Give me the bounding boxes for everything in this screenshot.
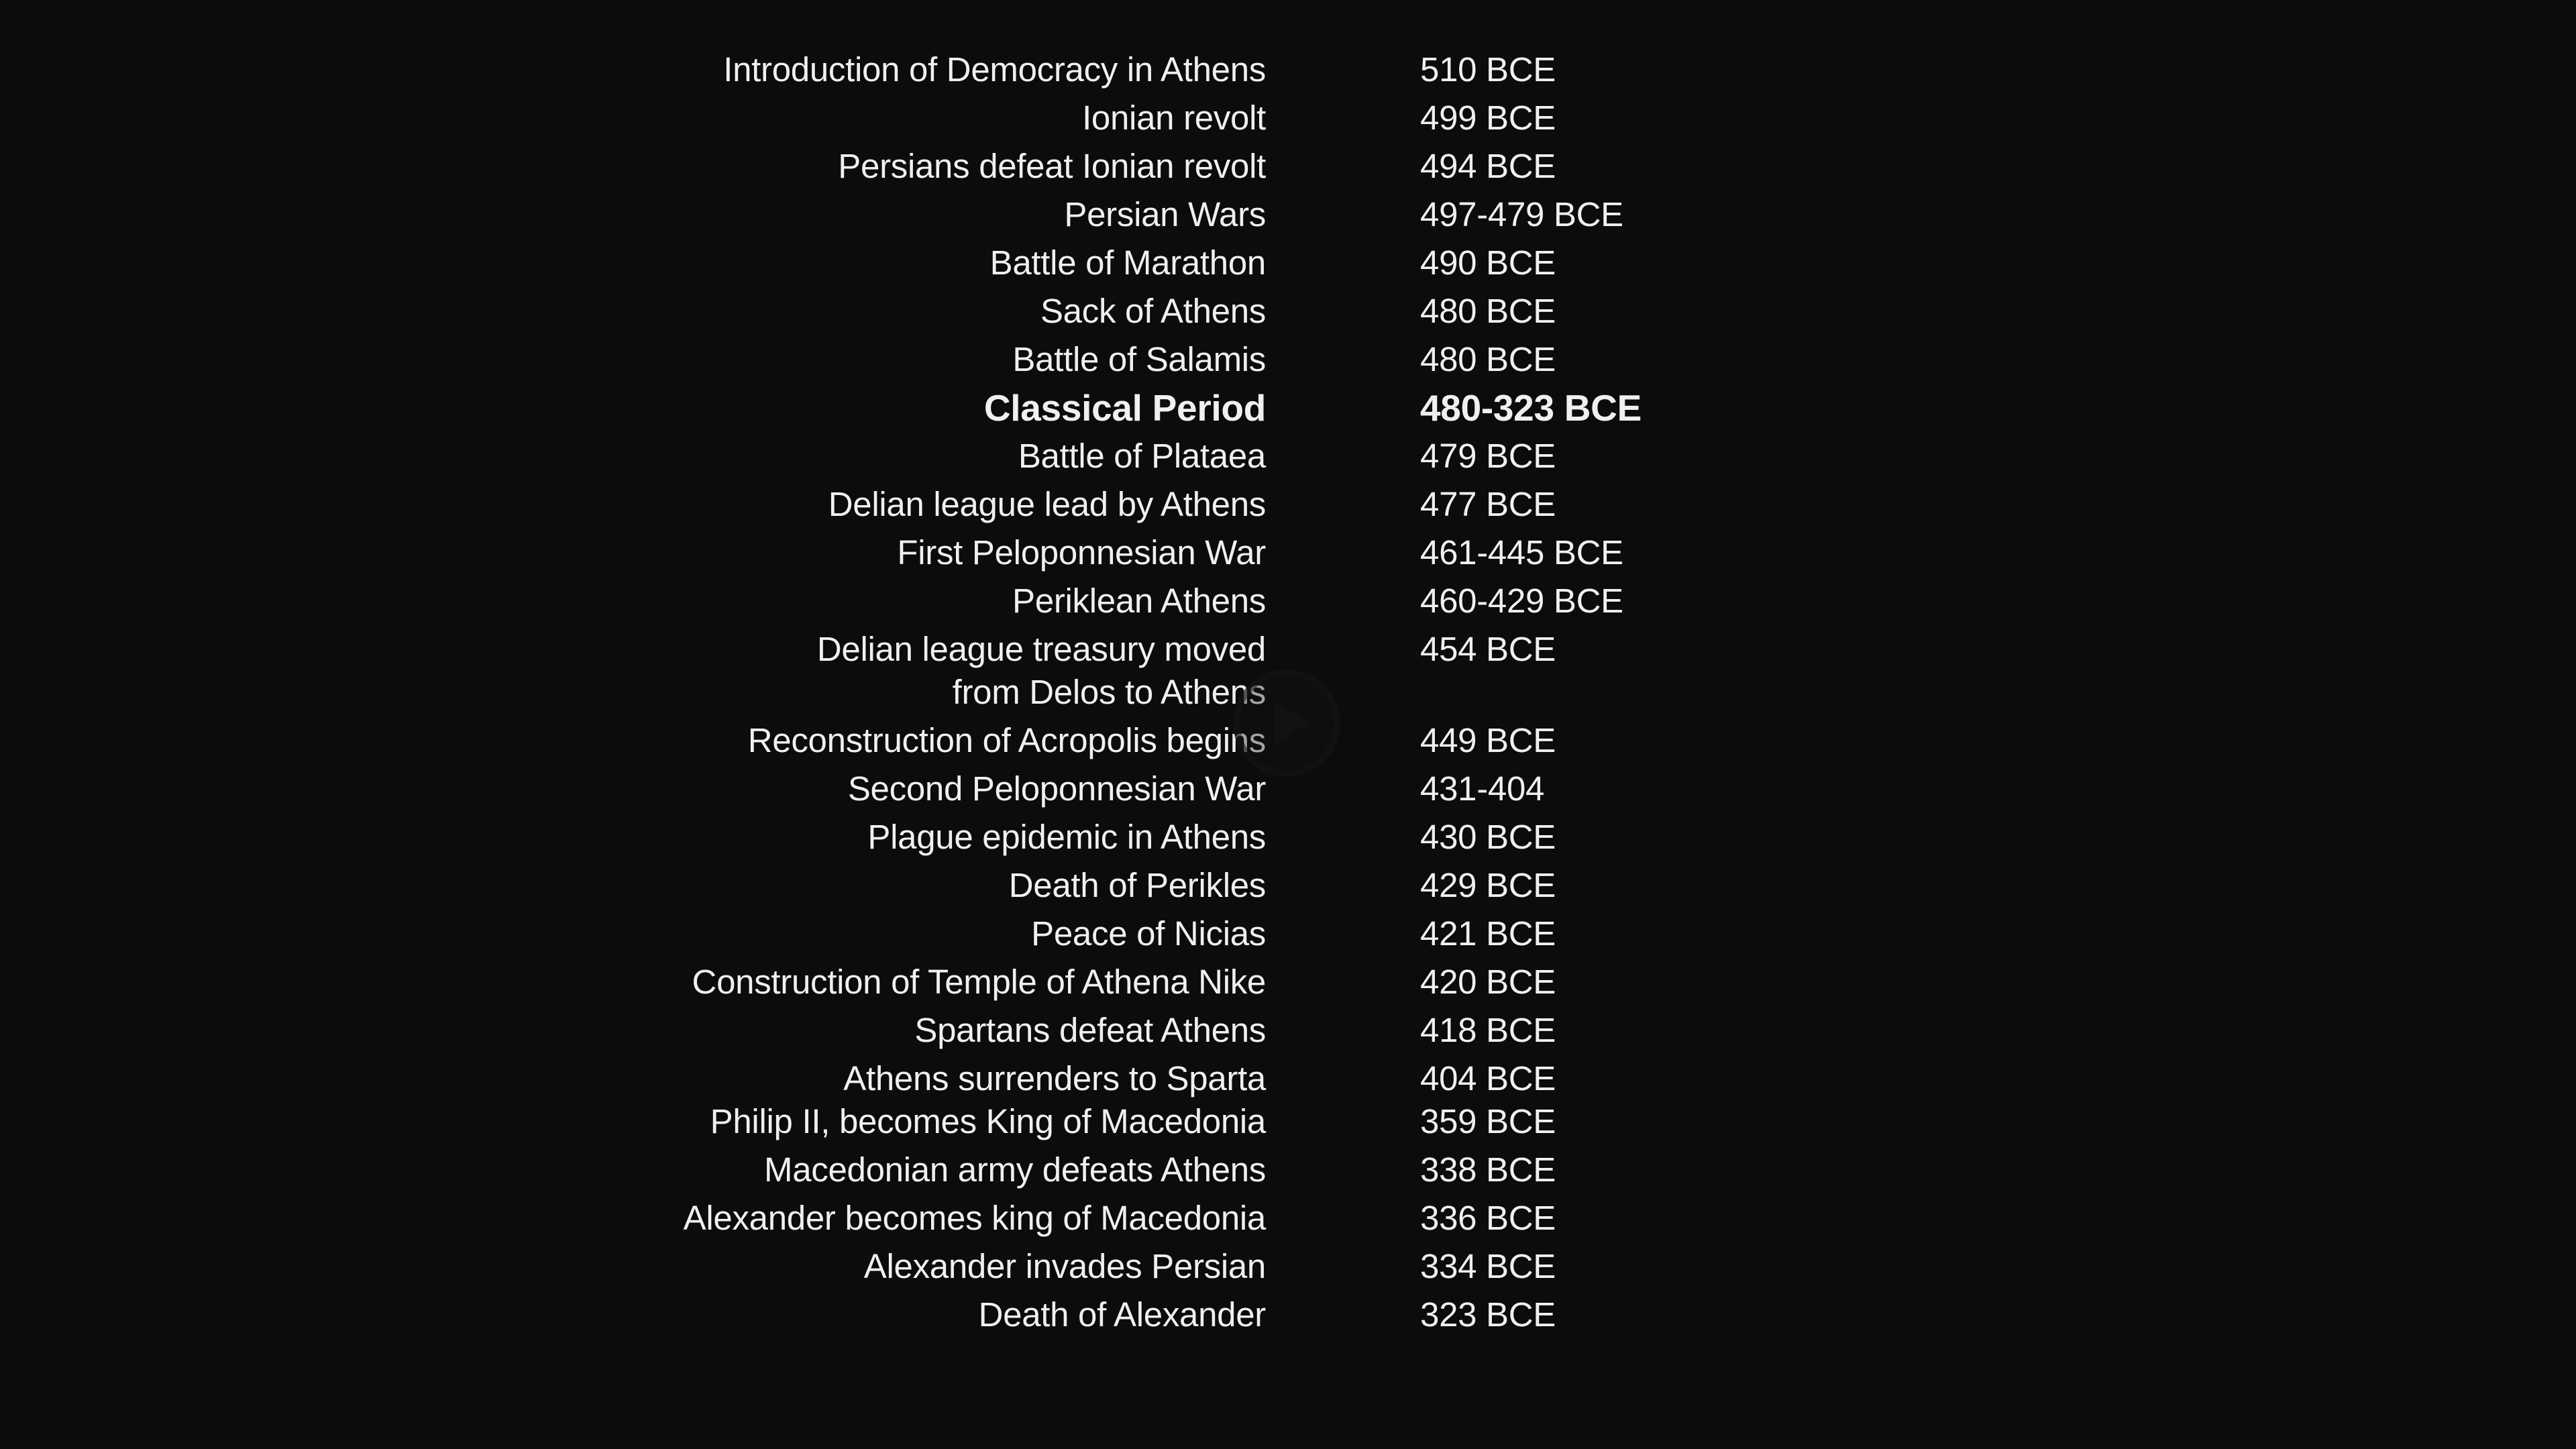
event-date: 480 BCE <box>1420 292 1556 330</box>
event-label <box>843 1057 1266 1100</box>
timeline-row <box>0 816 2576 864</box>
event-date: 480-323 BCE <box>1420 387 1642 429</box>
timeline-row <box>0 483 2576 531</box>
timeline-row <box>0 580 2576 628</box>
event-label <box>1064 193 1266 236</box>
event-date: 336 BCE <box>1420 1199 1556 1237</box>
event-label-line: Second Peloponnesian War <box>847 769 1266 808</box>
event-label-line: from Delos to Athens <box>952 673 1266 711</box>
event-label <box>828 483 1266 526</box>
play-icon <box>1240 676 1334 770</box>
event-label <box>990 241 1266 284</box>
timeline-row <box>0 1197 2576 1245</box>
timeline-row <box>0 912 2576 961</box>
event-label <box>867 816 1266 859</box>
event-label-line: Alexander becomes king of Macedonia <box>683 1199 1266 1237</box>
timeline-row <box>0 1009 2576 1057</box>
timeline-row <box>0 531 2576 580</box>
event-label-line: Battle of Marathon <box>989 244 1266 282</box>
event-label <box>1009 864 1266 907</box>
event-label-line: Battle of Salamis <box>1012 340 1266 378</box>
event-date: 429 BCE <box>1420 866 1556 904</box>
event-label <box>1012 580 1266 623</box>
event-label-line: Delian league lead by Athens <box>828 485 1266 523</box>
event-label <box>692 961 1266 1004</box>
event-label <box>1012 338 1266 381</box>
event-label <box>848 767 1266 810</box>
timeline-row-highlight <box>0 386 2576 435</box>
event-label-line: Reconstruction of Acropolis begins <box>747 721 1266 759</box>
event-label <box>748 719 1266 762</box>
timeline-row <box>0 1148 2576 1197</box>
event-label-line: Periklean Athens <box>1012 582 1266 620</box>
event-date: 454 BCE <box>1420 630 1556 668</box>
event-date: 359 BCE <box>1420 1102 1556 1140</box>
event-date: 404 BCE <box>1420 1059 1556 1097</box>
event-label-line: Introduction of Democracy in Athens <box>723 50 1266 89</box>
event-label-line: Plague epidemic in Athens <box>867 818 1266 856</box>
event-label-line: Athens surrenders to Sparta <box>843 1059 1266 1097</box>
event-label-line: Philip II, becomes King of Macedonia <box>710 1102 1266 1140</box>
play-button[interactable] <box>1233 669 1340 777</box>
event-label-line: Classical Period <box>983 387 1266 429</box>
event-date: 494 BCE <box>1420 147 1556 185</box>
event-date: 431-404 <box>1420 769 1545 808</box>
event-label <box>684 1197 1266 1240</box>
event-label <box>897 531 1266 574</box>
timeline-row <box>0 290 2576 338</box>
event-date: 338 BCE <box>1420 1150 1556 1189</box>
timeline-row <box>0 1245 2576 1293</box>
event-date: 461-445 BCE <box>1420 533 1623 572</box>
event-label <box>817 628 1266 714</box>
event-label <box>1040 290 1266 333</box>
event-label-line: Ionian revolt <box>1082 99 1266 137</box>
event-label-line: Spartans defeat Athens <box>914 1011 1266 1049</box>
event-label-line: Peace of Nicias <box>1031 914 1266 953</box>
event-date: 420 BCE <box>1420 963 1556 1001</box>
event-date: 430 BCE <box>1420 818 1556 856</box>
event-date: 479 BCE <box>1420 437 1556 475</box>
event-date: 334 BCE <box>1420 1247 1556 1285</box>
timeline-row <box>0 864 2576 912</box>
event-date: 418 BCE <box>1420 1011 1556 1049</box>
event-label <box>764 1148 1266 1191</box>
event-label <box>914 1009 1266 1052</box>
event-date: 421 BCE <box>1420 914 1556 953</box>
timeline-row <box>0 241 2576 290</box>
event-label-line: Death of Alexander <box>978 1295 1266 1334</box>
timeline-row <box>0 338 2576 386</box>
event-label-line: Persians defeat Ionian revolt <box>838 147 1266 185</box>
event-label <box>838 145 1266 188</box>
event-date: 497-479 BCE <box>1420 195 1623 233</box>
event-label <box>723 48 1266 91</box>
timeline-row <box>0 435 2576 483</box>
event-date: 477 BCE <box>1420 485 1556 523</box>
event-label-line: Battle of Plataea <box>1018 437 1266 475</box>
event-date: 460-429 BCE <box>1420 582 1623 620</box>
event-label <box>984 386 1266 429</box>
event-label-line: Sack of Athens <box>1040 292 1266 330</box>
event-label-line: Alexander invades Persian <box>863 1247 1266 1285</box>
event-label-line: Construction of Temple of Athena Nike <box>692 963 1266 1001</box>
timeline-row <box>0 193 2576 241</box>
event-label <box>710 1100 1266 1143</box>
event-label <box>1031 912 1266 955</box>
timeline-row <box>0 1100 2576 1148</box>
event-label-line: Macedonian army defeats Athens <box>764 1150 1266 1189</box>
timeline-row <box>0 961 2576 1009</box>
timeline-row <box>0 1057 2576 1106</box>
event-label <box>864 1245 1266 1288</box>
timeline-row <box>0 48 2576 97</box>
timeline-row <box>0 97 2576 145</box>
event-date: 510 BCE <box>1420 50 1556 89</box>
timeline-row <box>0 1293 2576 1342</box>
event-date: 449 BCE <box>1420 721 1556 759</box>
event-date: 480 BCE <box>1420 340 1556 378</box>
event-date: 499 BCE <box>1420 99 1556 137</box>
event-label-line: Death of Perikles <box>1008 866 1266 904</box>
event-date: 490 BCE <box>1420 244 1556 282</box>
event-label <box>979 1293 1266 1336</box>
event-label-line: Persian Wars <box>1064 195 1266 233</box>
event-label <box>1018 435 1266 478</box>
event-date: 323 BCE <box>1420 1295 1556 1334</box>
event-label <box>1082 97 1266 140</box>
event-label-line: First Peloponnesian War <box>897 533 1266 572</box>
timeline-row <box>0 145 2576 193</box>
event-label-line: Delian league treasury moved <box>816 630 1266 668</box>
